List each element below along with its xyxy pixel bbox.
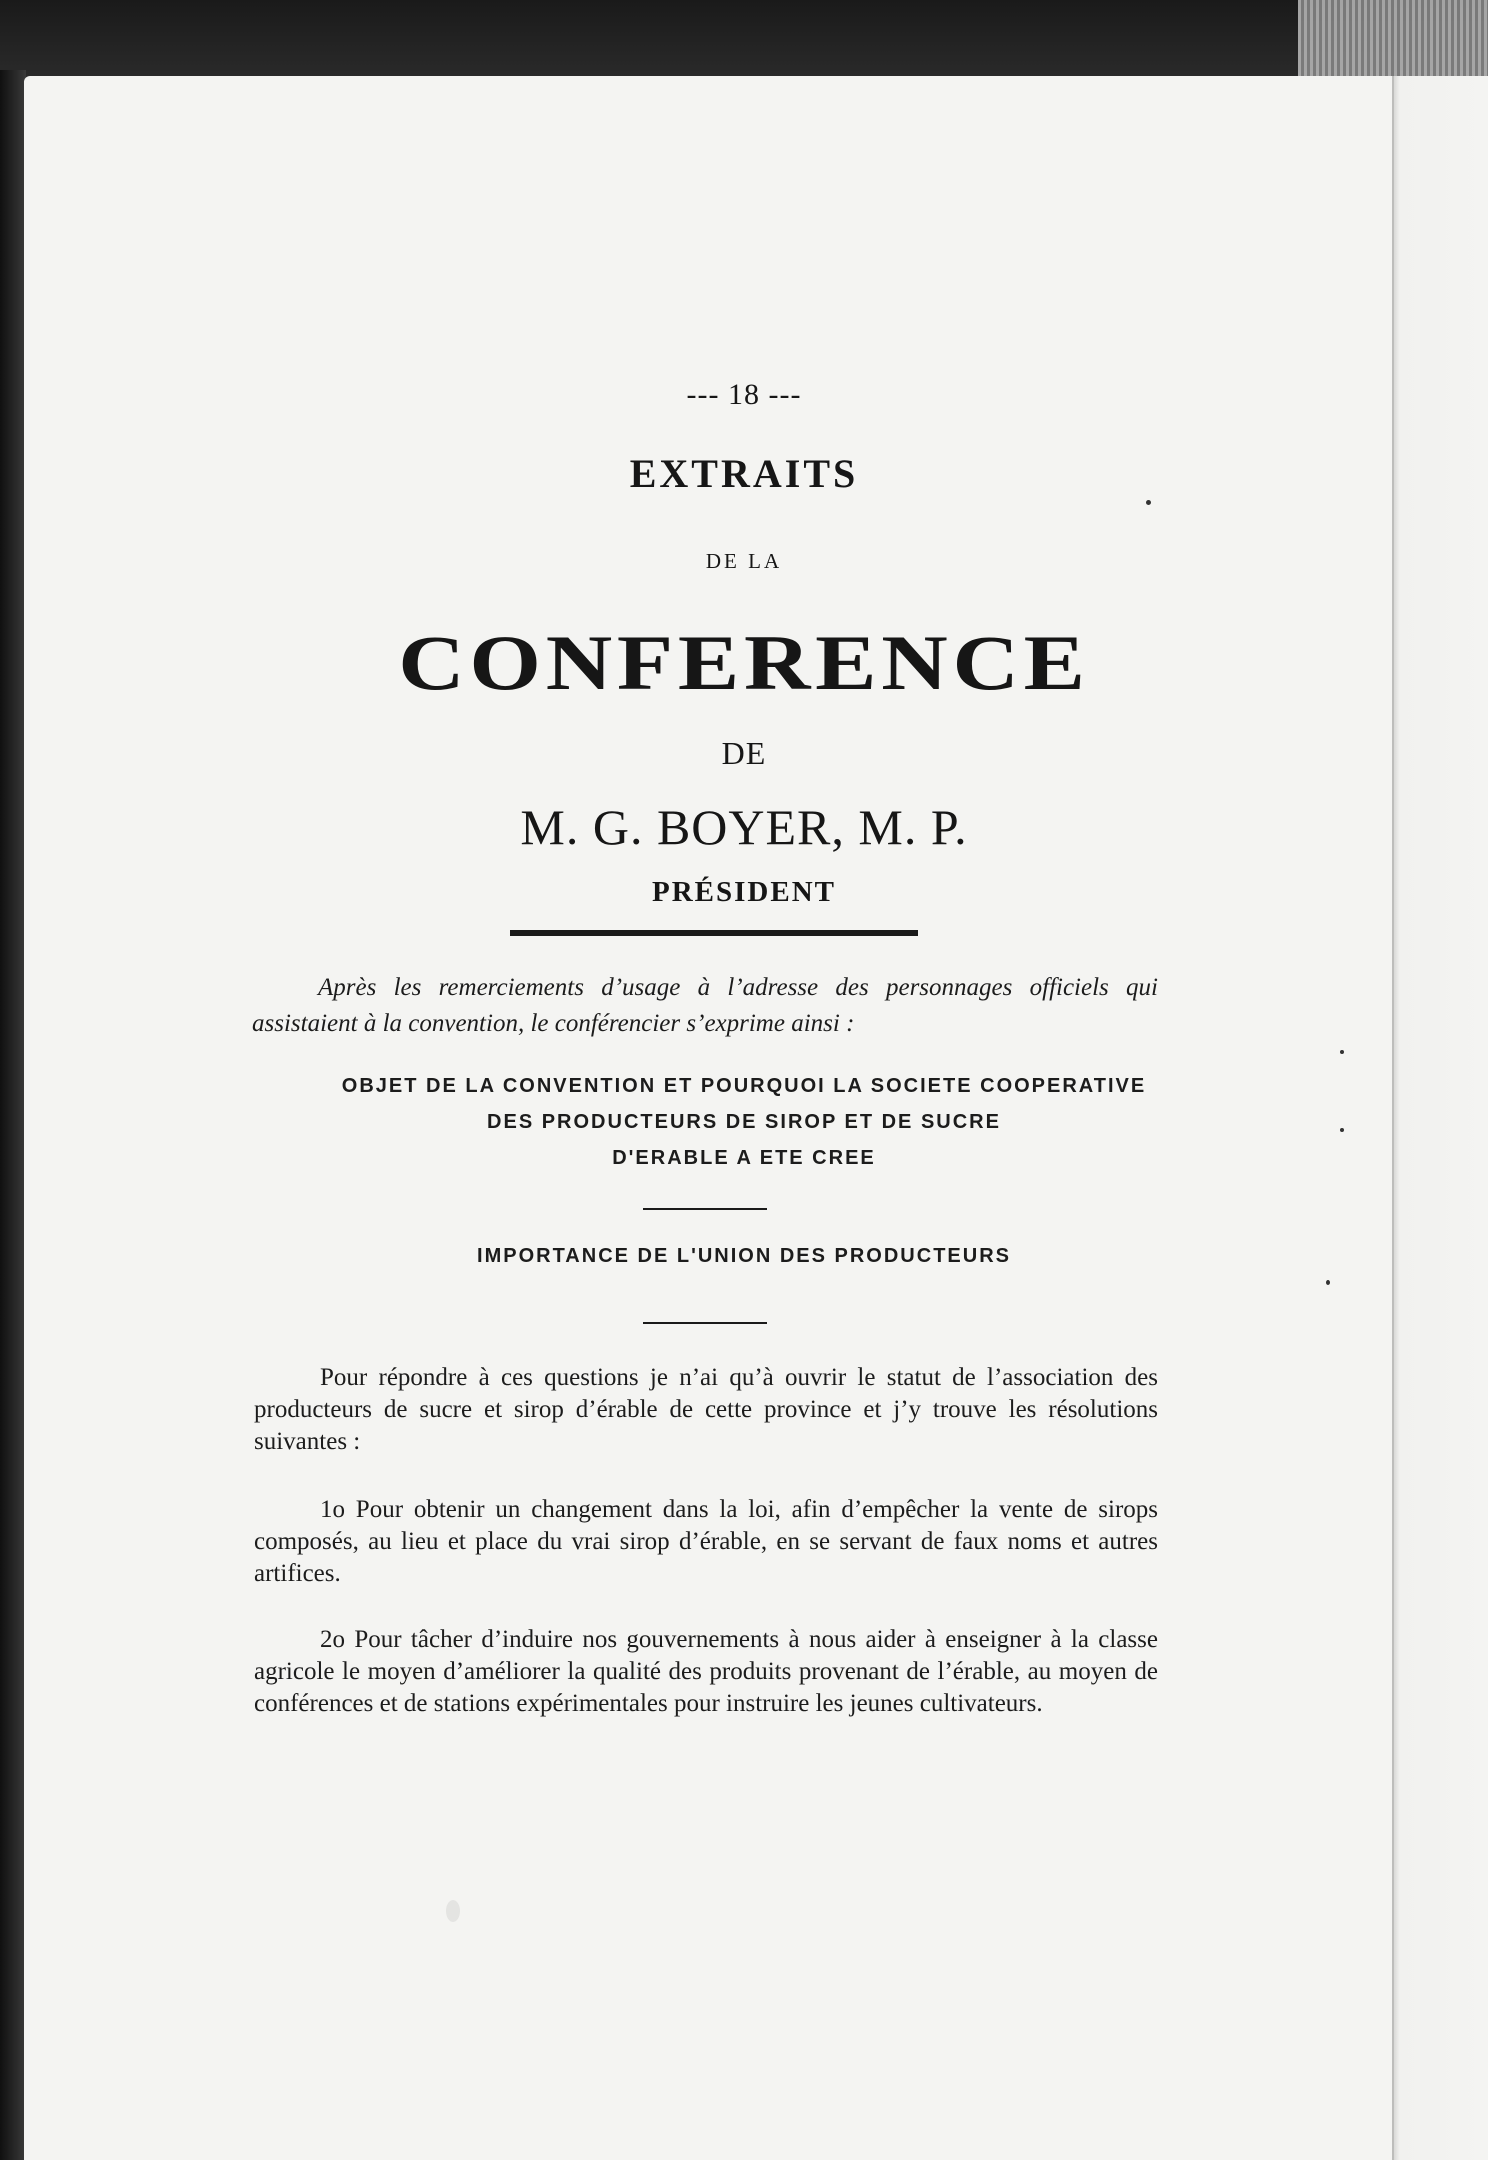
- speaker-title: PRÉSIDENT: [652, 876, 836, 908]
- scan-speck: [446, 1900, 460, 1922]
- scan-speck: [1340, 1050, 1344, 1054]
- scan-speck: [1326, 1280, 1330, 1285]
- section-divider: [643, 1208, 767, 1210]
- body-paragraph: 1o Pour obtenir un changement dans la loi, afin d’empêcher la vente de sirops composés, au lieu et place du vrai sirop d’érable, en se servant de faux noms et autres artifices.: [254, 1496, 1158, 1587]
- heading-divider: [510, 930, 918, 936]
- heading-conference: CONFERENCE: [398, 619, 1090, 706]
- section-heading-objet: [0, 1068, 1488, 1176]
- section-heading-importance: IMPORTANCE DE L'UNION DES PRODUCTEURS: [477, 1245, 1011, 1267]
- heading-de: DE: [721, 735, 767, 771]
- speaker-name: M. G. BOYER, M. P.: [520, 799, 968, 855]
- section-heading-objet-line1: OBJET DE LA CONVENTION ET POURQUOI LA SOCIETE COOPERATIVE: [341, 1075, 1147, 1097]
- intro-paragraph: Après les remerciements d’usage à l’adresse des personnages officiels qui assistaient à la convention, le conférencier s’exprime ainsi :: [252, 974, 1158, 1037]
- section-divider: [643, 1322, 767, 1324]
- body-paragraph: 2o Pour tâcher d’induire nos gouvernements à nous aider à enseigner à la classe agricole le moyen d’améliorer la qualité des produits provenant de l’érable, au moyen de conférences et de stations expérimentales pour instruire les jeunes cultivateurs.: [254, 1626, 1158, 1717]
- section-heading-objet-line2: DES PRODUCTEURS DE SIROP ET DE SUCRE: [487, 1111, 1001, 1133]
- section-heading-objet-line3: D'ERABLE A ETE CREE: [612, 1147, 876, 1169]
- scan-top-border: [0, 0, 1488, 78]
- body-paragraph: Pour répondre à ces questions je n’ai qu’à ouvrir le statut de l’association des producteurs de sucre et sirop d’érable de cette province et j’y trouve les résolutions suivantes :: [254, 1364, 1158, 1455]
- heading-de-la: DE LA: [705, 549, 783, 573]
- page-number: --- 18 ---: [686, 378, 802, 411]
- heading-extraits: EXTRAITS: [629, 451, 859, 496]
- scan-speck: [1146, 500, 1151, 505]
